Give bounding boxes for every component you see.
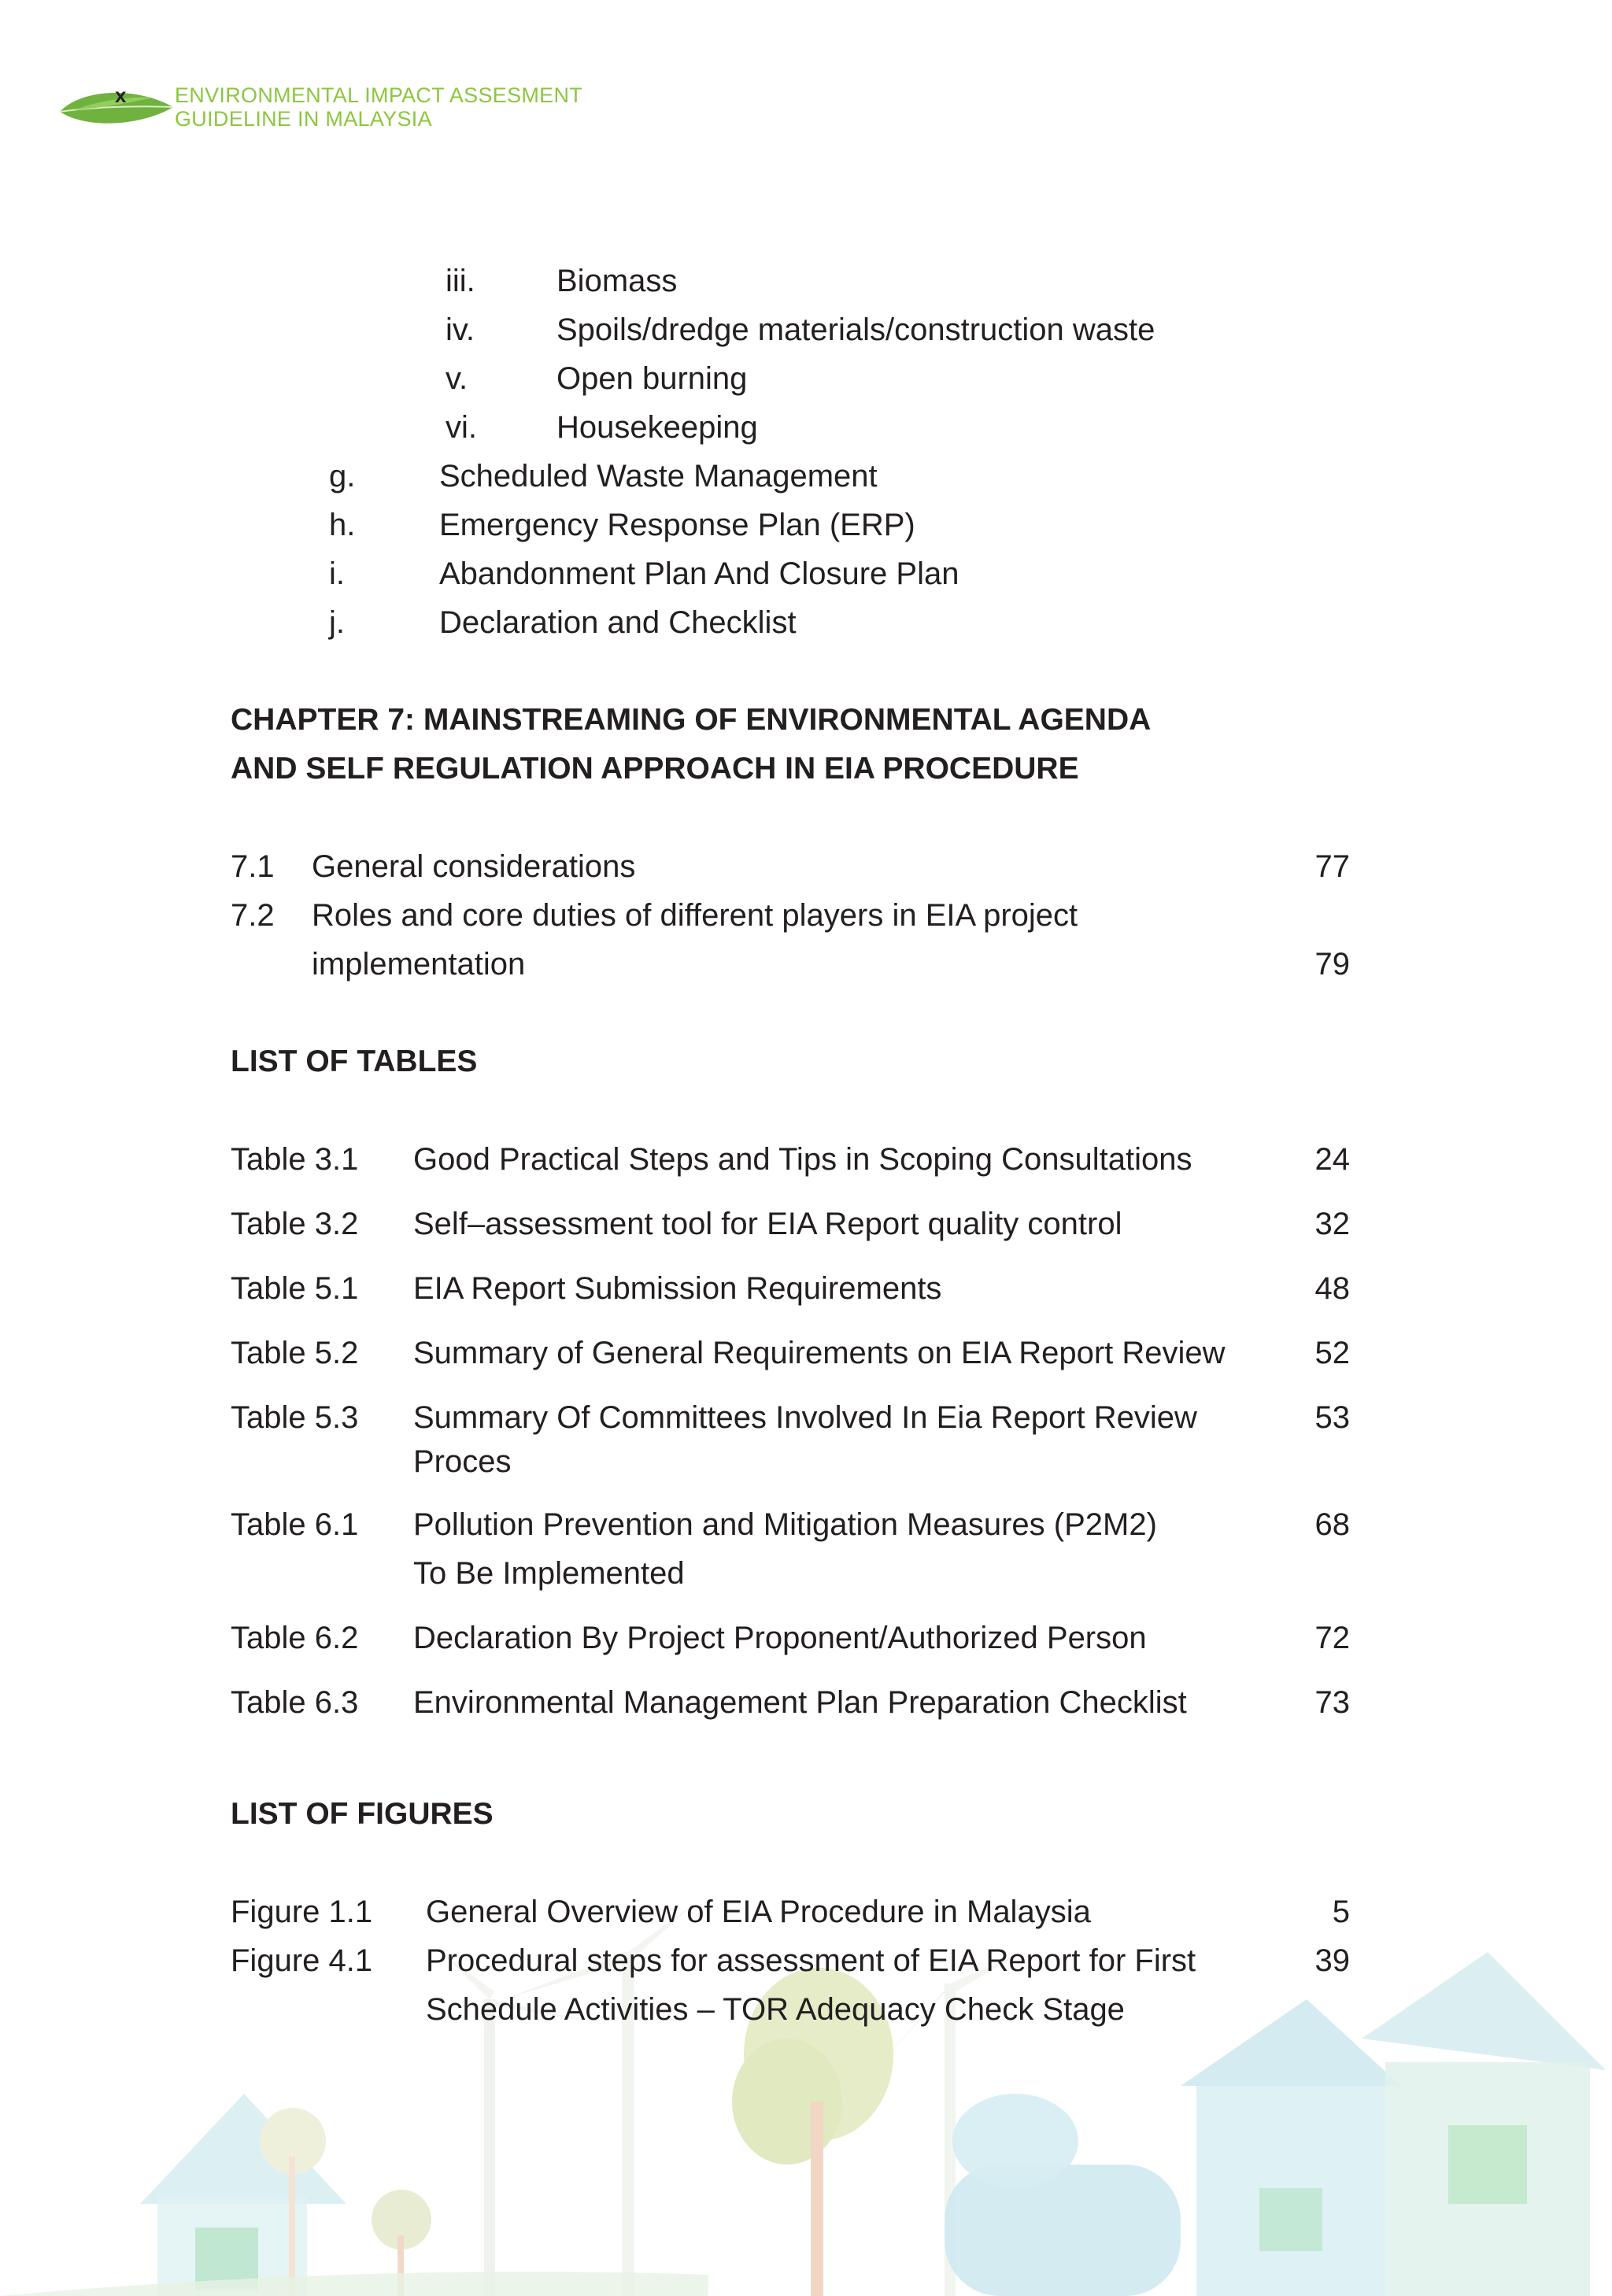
toc-page-number: 5	[1332, 1895, 1350, 1929]
table-title: Summary Of Committees Involved In Eia Report Review	[413, 1400, 1197, 1435]
document-title	[175, 83, 582, 131]
table-label: Table 5.3	[231, 1400, 359, 1435]
list-marker: i.	[329, 556, 345, 591]
list-item-text: Biomass	[556, 264, 678, 298]
figure-label: Figure 1.1	[231, 1895, 373, 1929]
table-title-cont: Proces	[413, 1444, 512, 1479]
toc-page-number: 39	[1314, 1943, 1350, 1978]
toc-page-number: 72	[1314, 1621, 1350, 1655]
table-label: Table 5.1	[231, 1271, 359, 1306]
table-label: Table 6.3	[231, 1685, 359, 1720]
toc-page-number: 73	[1314, 1685, 1350, 1720]
list-item-text: Declaration and Checklist	[439, 605, 797, 640]
list-marker: iii.	[446, 264, 475, 298]
table-title: Declaration By Project Proponent/Authorized Person	[413, 1621, 1147, 1655]
toc-page-number: 32	[1314, 1207, 1350, 1241]
chapter-heading: AND SELF REGULATION APPROACH IN EIA PROCEDURE	[231, 752, 1079, 786]
page-header	[58, 79, 625, 142]
table-title: Environmental Management Plan Preparation Checklist	[413, 1685, 1187, 1720]
document-title-line-2: GUIDELINE IN MALAYSIA	[175, 107, 432, 131]
toc-page-number: 68	[1314, 1507, 1350, 1542]
list-item-text: Emergency Response Plan (ERP)	[439, 508, 915, 542]
toc-page-number: 52	[1314, 1336, 1350, 1370]
figure-title: General Overview of EIA Procedure in Malaysia	[426, 1895, 1091, 1929]
toc-section-title: General considerations	[312, 849, 636, 884]
figure-title: Procedural steps for assessment of EIA Report for First	[426, 1943, 1196, 1978]
page-number: x	[115, 83, 127, 107]
toc-section-number: 7.2	[231, 898, 275, 933]
table-label: Table 3.1	[231, 1142, 359, 1177]
toc-page-number: 79	[1314, 947, 1350, 982]
list-marker: v.	[446, 361, 468, 396]
list-item-text: Abandonment Plan And Closure Plan	[439, 556, 959, 591]
toc-section-title: Roles and core duties of different players in EIA project	[312, 898, 1078, 933]
figure-label: Figure 4.1	[231, 1943, 373, 1978]
list-marker: g.	[329, 459, 356, 494]
list-item-text: Housekeeping	[556, 410, 758, 445]
list-of-tables-heading: LIST OF TABLES	[231, 1044, 478, 1078]
table-label: Table 6.2	[231, 1621, 359, 1655]
toc-section-title-cont: implementation	[312, 947, 526, 982]
table-title-cont: To Be Implemented	[413, 1556, 685, 1591]
toc-section-number: 7.1	[231, 849, 275, 884]
list-of-figures-heading: LIST OF FIGURES	[231, 1797, 494, 1831]
table-label: Table 5.2	[231, 1336, 359, 1370]
list-marker: iv.	[446, 312, 475, 347]
table-label: Table 3.2	[231, 1207, 359, 1241]
table-label: Table 6.1	[231, 1507, 359, 1542]
chapter-heading: CHAPTER 7: MAINSTREAMING OF ENVIRONMENTAL AGENDA	[231, 703, 1152, 737]
table-title: Pollution Prevention and Mitigation Measures (P2M2)	[413, 1507, 1157, 1542]
list-item-text: Spoils/dredge materials/construction waste	[556, 312, 1155, 347]
table-title: Good Practical Steps and Tips in Scoping Consultations	[413, 1142, 1192, 1177]
table-title: Self–assessment tool for EIA Report quality control	[413, 1207, 1122, 1241]
toc-page-number: 48	[1314, 1271, 1350, 1306]
list-marker: vi.	[446, 410, 477, 445]
list-item-text: Scheduled Waste Management	[439, 459, 878, 494]
list-marker: j.	[329, 605, 345, 640]
list-item-text: Open burning	[556, 361, 748, 396]
document-title-line-1: ENVIRONMENTAL IMPACT ASSESMENT	[175, 83, 583, 107]
figure-title-cont: Schedule Activities – TOR Adequacy Check Stage	[426, 1992, 1125, 2027]
table-title: Summary of General Requirements on EIA Report Review	[413, 1336, 1226, 1370]
toc-page-number: 77	[1314, 849, 1350, 884]
table-title: EIA Report Submission Requirements	[413, 1271, 942, 1306]
toc-page-number: 24	[1314, 1142, 1350, 1177]
toc-page-number: 53	[1314, 1400, 1350, 1435]
list-marker: h.	[329, 508, 356, 542]
